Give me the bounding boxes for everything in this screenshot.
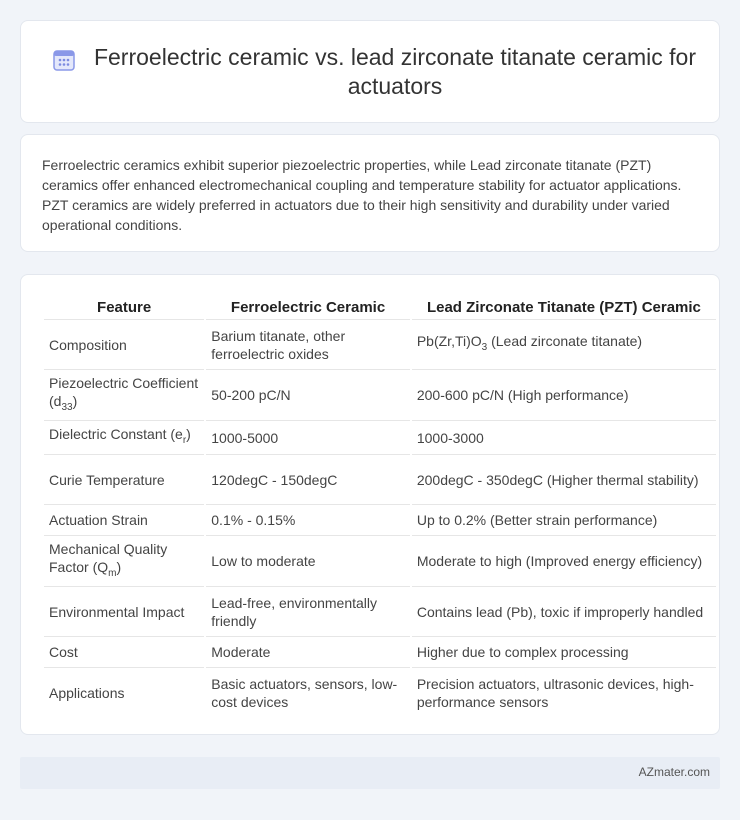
- table-header-row: [44, 296, 716, 320]
- footer-brand[interactable]: AZmater.com: [638, 765, 710, 779]
- feature-cell: Cost: [44, 637, 204, 668]
- feature-cell: Mechanical Quality Factor $(Q_m)$: [44, 536, 204, 587]
- pzt-cell: Precision actuators, ultrasonic devices, high-performance sensors: [416, 676, 694, 710]
- table-row: [44, 370, 716, 421]
- ferro-cell: 50-200 pC/N: [206, 370, 410, 421]
- pzt-cell: Higher due to complex processing: [412, 637, 716, 668]
- comparison-card: [20, 274, 720, 735]
- pzt-cell: 1000-3000: [412, 421, 716, 455]
- table-row: [44, 320, 716, 370]
- feature-cell: Environmental Impact: [44, 587, 204, 637]
- ferro-cell: Lead-free, environmentally friendly: [206, 587, 410, 637]
- footer: [20, 757, 720, 789]
- feature-cell: Dielectric Constant $(e_r)$: [44, 421, 204, 455]
- feature-cell: Curie Temperature: [44, 455, 204, 505]
- page-title: Ferroelectric ceramic vs. lead zirconate titanate ceramic for actuators: [93, 44, 697, 99]
- header-ferroelectric: Ferroelectric Ceramic: [206, 296, 410, 320]
- intro-card: [20, 134, 720, 252]
- ferro-cell: 1000-5000: [206, 421, 410, 455]
- intro-text: Ferroelectric ceramics exhibit superior piezoelectric properties, while Lead zirconate titanate (PZT) ceramics offer enhanced electromechanical coupling and temperature stability for actuator applications. PZT ceramics are widely preferred in actuators due to their high sensitivity and durability under varied operational conditions.: [42, 157, 682, 233]
- table-row: [44, 505, 716, 536]
- comparison-table: [42, 296, 718, 718]
- table-row: [44, 455, 716, 505]
- feature-cell: Actuation Strain: [44, 505, 204, 536]
- feature-cell: Applications: [49, 685, 125, 701]
- pzt-cell: Moderate to high (Improved energy efficiency): [412, 536, 716, 587]
- ferro-cell: Low to moderate: [206, 536, 410, 587]
- feature-cell: Composition: [44, 320, 204, 370]
- ferro-cell: Basic actuators, sensors, low-cost devices: [211, 676, 398, 710]
- calendar-icon: [51, 47, 77, 73]
- header-pzt: Lead Zirconate Titanate (PZT) Ceramic: [412, 296, 716, 320]
- table-row: [44, 421, 716, 455]
- table-row: [44, 637, 716, 668]
- pzt-cell: $Pb(Zr,Ti)O_3$ (Lead zirconate titanate): [412, 320, 716, 370]
- pzt-cell: 200-600 pC/N (High performance): [412, 370, 716, 421]
- header-feature: Feature: [44, 296, 204, 320]
- ferro-cell: Barium titanate, other ferroelectric oxides: [206, 320, 410, 370]
- ferro-cell: 0.1% - 0.15%: [206, 505, 410, 536]
- pzt-cell: Up to 0.2% (Better strain performance): [412, 505, 716, 536]
- feature-cell: Piezoelectric Coefficient $(d_{33})$: [44, 370, 204, 421]
- ferro-cell: 120degC - 150degC: [206, 455, 410, 505]
- table-row: [44, 536, 716, 587]
- title-card: [20, 20, 720, 123]
- pzt-cell: 200degC - 350degC (Higher thermal stability): [412, 455, 716, 505]
- table-row: [44, 668, 716, 718]
- table-row: [44, 587, 716, 637]
- pzt-cell: Contains lead (Pb), toxic if improperly handled: [412, 587, 716, 637]
- ferro-cell: Moderate: [206, 637, 410, 668]
